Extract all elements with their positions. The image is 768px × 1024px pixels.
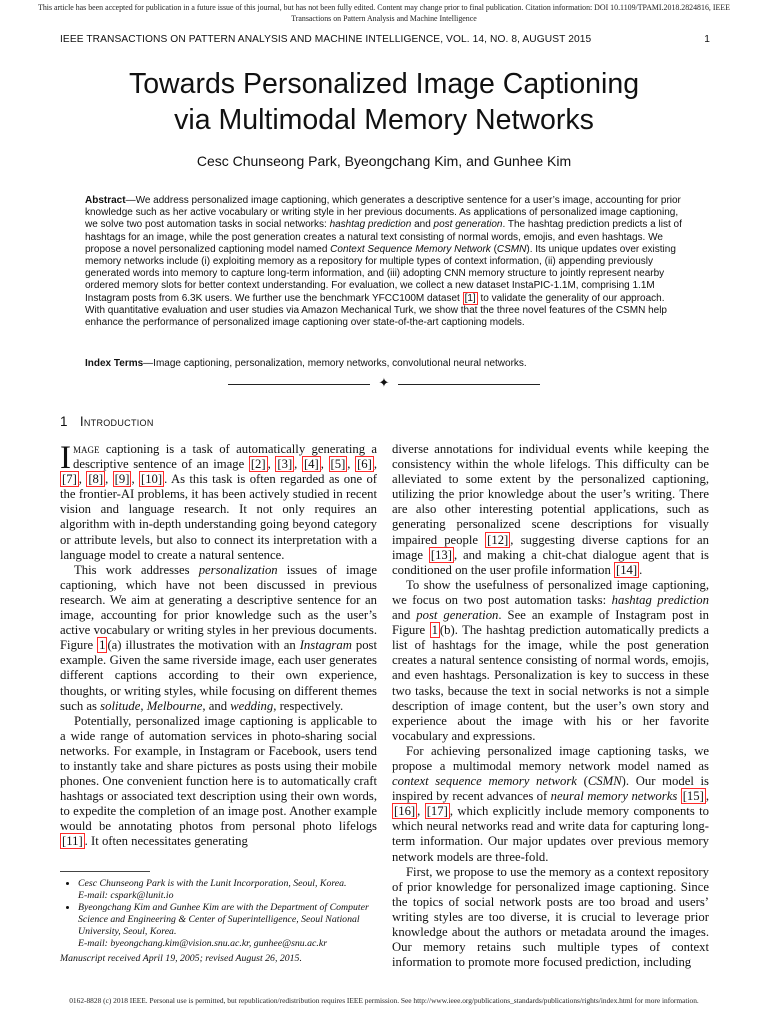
figure-link[interactable]: 1 bbox=[99, 638, 106, 653]
index-terms-text: —Image captioning, personalization, memory networks, convolutional neural networks. bbox=[143, 358, 527, 369]
footnote-email: E-mail: byeongchang.kim@vision.snu.ac.kr, gunhee@snu.ac.kr bbox=[78, 938, 328, 949]
section-title: Introduction bbox=[79, 414, 154, 429]
abstract-label: Abstract bbox=[85, 195, 126, 206]
paragraph-text: , bbox=[417, 804, 425, 819]
citation-link[interactable]: [17] bbox=[426, 804, 448, 819]
paragraph-text: , bbox=[705, 789, 709, 804]
paragraph bbox=[392, 744, 709, 865]
divider-line-left bbox=[228, 384, 370, 385]
paragraph bbox=[392, 578, 709, 744]
emphasis: post generation bbox=[416, 608, 499, 623]
citation-link[interactable]: [7] bbox=[62, 472, 77, 487]
emphasis: wedding bbox=[230, 698, 274, 713]
journal-header: IEEE TRANSACTIONS ON PATTERN ANALYSIS AND MACHINE INTELLIGENCE, VOL. 14, NO. 8, AUGUST 2015 bbox=[60, 34, 592, 45]
citation-link[interactable]: [9] bbox=[114, 472, 130, 487]
citation-link[interactable]: [6] bbox=[357, 457, 372, 472]
paragraph: Image captioning is a task of automatically generating a descriptive sentence of an image [2] , [3] , [4] , [5] , [6] , [7] , [8] , [9] , [10] . As this task is often regarded as one of the frontier-AI problems, it has been actively studied in recent vision and language research. It not only requires an algorithm with in-depth understanding going beyond category or attribute levels, but also to connect its interpretation with a language model to create a natural sentence. bbox=[60, 440, 378, 562]
citation-link[interactable]: [11] bbox=[62, 834, 83, 849]
paragraph-text: . As this task is often regarded as one of the frontier-AI problems, it has been actively studied in recent vision and language research. It not only requires an algorithm with in-depth understanding going beyond category or attribute levels, but also to connect its interpretation with a language model to create a natural sentence. bbox=[60, 472, 378, 562]
copyright-notice: 0162-8828 (c) 2018 IEEE. Personal use is permitted, but republication/redistribution requires IEEE permission. See http://www.ieee.org/publications_standards/publications/rights/index.html for more information. bbox=[69, 996, 699, 1005]
paragraph-text: This work addresses bbox=[74, 562, 199, 577]
accepted-notice bbox=[20, 3, 748, 24]
emphasis: Instagram bbox=[299, 638, 352, 653]
abstract-text: ( bbox=[490, 243, 497, 255]
emphasis: Melbourne bbox=[146, 698, 203, 713]
paragraph-text: , suggesting diverse captions for an image bbox=[392, 532, 709, 562]
footnote-affiliation: • Byeongchang Kim and Gunhee Kim are with the Department of Computer Science and Engineering & Center of Superintelligence, Seoul National University, Seoul, Korea. bbox=[78, 902, 369, 937]
abstract-emphasis: CSMN bbox=[496, 243, 527, 255]
paragraph-text: To show the usefulness of personalized image captioning, we focus on two post automation tasks: bbox=[392, 577, 709, 607]
paragraph-text: , respectively. bbox=[273, 698, 344, 713]
paragraph-text: (b). The hashtag prediction automatically predicts a list of hashtags for the image, while the post generation creates a natural sentence consisting of normal words, emojis, and even hashtags. Personalization is key to success in these two tasks, because the text in social networks is not a simple description of image content, but the user’s own story and experience about the image with his or her favorite vocabulary and expressions. bbox=[392, 623, 709, 743]
paragraph-text: , which explicitly include memory components to which neural networks read and write data for capturing long-term information. Our major updates over previous memory network models are three-fold. bbox=[392, 804, 710, 864]
citation-link[interactable]: [3] bbox=[277, 457, 293, 472]
paragraph: First, we propose to use the memory as a context repository of prior knowledge for personalized image captioning. Since the topics of social network posts are too broad and users’ writing styles are too diverse, it is crucial to leverage prior knowledge about the authors or metadata around the images. Our memory retains such multiple types of context information to promote more focused prediction, including bbox=[392, 864, 709, 970]
abstract-text: to validate the generality of our approach. With quantitative evaluation and user studies via Amazon Mechanical Turk, we show that the three novel features of the CSMN help enhance the performance of personalized image captioning over state-of-the-art captioning models. bbox=[85, 292, 667, 329]
paragraph-text: . It often necessitates generating bbox=[84, 834, 248, 849]
paragraph-text: For achieving personalized image captioning tasks, we propose a multimodal memory network model named as bbox=[392, 743, 709, 773]
citation-link[interactable]: [8] bbox=[88, 472, 104, 487]
divider-line-right bbox=[398, 384, 540, 385]
citation-link[interactable]: [16] bbox=[394, 804, 416, 819]
paragraph-text: Potentially, personalized image captioning is applicable to a wide range of automation services in photo-sharing social networks. For example, in Instagram or Facebook, users tend to instantly take and share pictures as posts using their mobile phones. One convenient function here is to automatically craft hashtags or associated text description using their own words, to expedite the completion of an image post. Another example would be annotating photos from personal photo lifelogs bbox=[60, 713, 377, 834]
footnote-affiliation: • Cesc Chunseong Park is with the Lunit Incorporation, Seoul, Korea. bbox=[78, 878, 347, 889]
notice-line-1: This article has been accepted for publication in a future issue of this journal, but has not been fully edited. Content may change prior to final publication. Citation information: DOI 10.1109/TPAMI.2018.2824816, IEEE bbox=[38, 3, 730, 12]
paragraph-text: issues of image captioning, which have not been discussed in previous research. We aim at generating a descriptive sentence for an image, accounting for prior knowledge such as the user’s active vocabulary or writing styles in her previous documents. Figure bbox=[60, 562, 377, 653]
abstract-text: —We address personalized image captioning, which generates a descriptive sentence for a user’s image, accounting for prior knowledge such as her active vocabulary or writing style in her previous documents. As applications of personalized image captioning, we solve two post automation tasks in social networks: bbox=[85, 195, 681, 231]
figure-link[interactable]: 1 bbox=[431, 623, 438, 638]
paragraph-text: ). Our model is inspired by recent advances of bbox=[392, 774, 709, 804]
abstract bbox=[85, 195, 683, 329]
paragraph bbox=[392, 442, 709, 578]
emphasis: context sequence memory network bbox=[392, 774, 577, 789]
emphasis: solitude bbox=[100, 698, 141, 713]
footnote-item bbox=[78, 902, 378, 950]
citation-link[interactable]: [14] bbox=[615, 562, 638, 577]
paragraph-text: . See an example of Instagram post in Figure bbox=[392, 608, 709, 638]
paragraph-text: captioning is a task of automatically generating a descriptive sentence of an image bbox=[73, 442, 377, 472]
left-column bbox=[60, 442, 377, 850]
footnote-item bbox=[78, 878, 378, 902]
footnote-email: E-mail: cspark@lunit.io bbox=[78, 890, 174, 901]
page-number: 1 bbox=[704, 34, 710, 45]
paragraph-text: and bbox=[392, 608, 417, 623]
emphasis: personalization bbox=[198, 562, 278, 577]
paragraph-text: . bbox=[639, 562, 643, 577]
citation-link[interactable]: [10] bbox=[140, 472, 163, 487]
paragraph bbox=[60, 563, 377, 714]
drop-cap: I bbox=[60, 440, 71, 476]
footnotes bbox=[60, 878, 378, 965]
emphasis: hashtag prediction bbox=[611, 592, 709, 607]
manuscript-note: Manuscript received April 19, 2005; revised August 26, 2015. bbox=[60, 953, 302, 964]
citation-link[interactable]: [1] bbox=[464, 292, 476, 304]
emphasis: neural memory networks bbox=[550, 789, 678, 804]
citation-link[interactable]: [12] bbox=[487, 532, 509, 547]
title-line-1: Towards Personalized Image Captioning bbox=[128, 68, 640, 100]
paragraph-text: , bbox=[140, 698, 147, 713]
abstract-text: . The hashtag prediction predicts a list of hashtags for an image, while the post generation creates a natural text consisting of normal words, emojis, and even hashtags. We propose a novel personalized captioning model named bbox=[85, 219, 682, 255]
abstract-emphasis: hashtag prediction bbox=[329, 219, 412, 231]
right-column bbox=[392, 442, 709, 970]
paragraph-text: diverse annotations for individual events while keeping the consistency within the whole lifelogs. This difficulty can be alleviated to some extent by the personalized captioning, utilizing the prior knowledge about the user’s writing. There are also other interesting potential applications, such as generating personalized scene descriptions for visually impaired people bbox=[392, 442, 709, 547]
paragraph-text: , and making a chit-chat dialogue agent that is conditioned on the user profile information bbox=[392, 547, 709, 577]
notice-line-2: Transactions on Pattern Analysis and Machine Intelligence bbox=[291, 13, 477, 23]
abstract-text: and bbox=[411, 219, 434, 231]
citation-link[interactable]: [15] bbox=[682, 789, 704, 804]
section-heading bbox=[60, 414, 154, 429]
abstract-emphasis: post generation bbox=[433, 219, 503, 231]
section-number: 1 bbox=[60, 414, 68, 429]
abstract-emphasis: Context Sequence Memory Network bbox=[330, 243, 491, 255]
index-terms-label: Index Terms bbox=[85, 358, 144, 369]
citation-link[interactable]: [13] bbox=[430, 547, 452, 562]
paper-title bbox=[40, 66, 728, 138]
paragraph-text: post example. Given the same riverside image, each user generates different captions according to their own experience, thoughts, or writing styles, while focusing on different themes such as bbox=[60, 638, 377, 713]
citation-link[interactable]: [4] bbox=[303, 457, 319, 472]
title-line-2: via Multimodal Memory Networks bbox=[174, 104, 594, 136]
running-header bbox=[60, 34, 710, 45]
index-terms bbox=[85, 358, 683, 370]
abstract-text: ). Its unique updates over existing memory networks include (i) exploiting memory as a repository for multiple types of context information, (ii) appending previously generated words into memory to capture long-term information, and (iii) adopting CNN memory structure to jointly represent nearby ordered memory slots for better context understanding. For evaluation, we collect a new dataset InstaPIC-1.1M, comprising 1.1M Instagram posts from 6.3K users. We further use the benchmark YFCC100M dataset bbox=[85, 243, 676, 304]
paragraph-text: (a) illustrates the motivation with an bbox=[107, 638, 300, 653]
footnote-rule bbox=[60, 871, 150, 872]
paragraph bbox=[60, 714, 377, 850]
emphasis: CSMN bbox=[587, 774, 622, 789]
paragraph-text: , and bbox=[202, 698, 231, 713]
divider-star-icon: ✦ bbox=[378, 375, 390, 390]
paragraph-text: ( bbox=[576, 774, 588, 789]
paragraph-text: mage bbox=[73, 442, 100, 456]
citation-link[interactable]: [2] bbox=[250, 457, 266, 472]
citation-link[interactable]: [5] bbox=[330, 457, 346, 472]
authors: Cesc Chunseong Park, Byeongchang Kim, and Gunhee Kim bbox=[196, 153, 572, 169]
